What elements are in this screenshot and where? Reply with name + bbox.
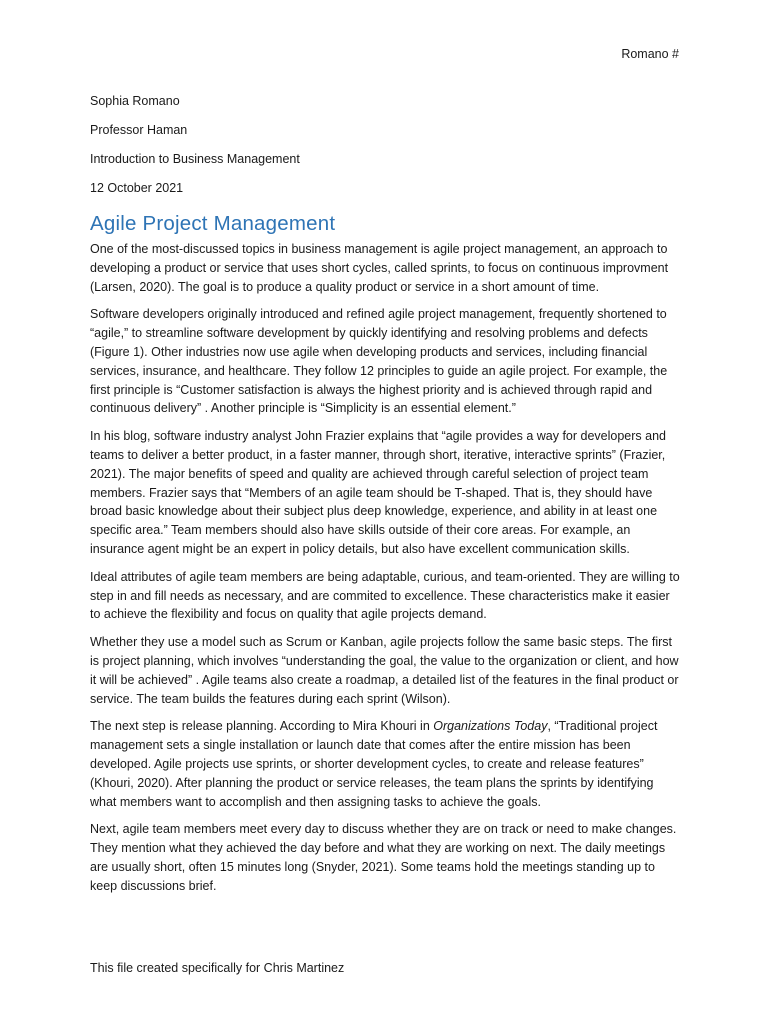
heading-block (90, 93, 300, 209)
document-body (90, 240, 682, 905)
professor-name: Professor Haman (90, 123, 188, 137)
running-head: Romano # (621, 47, 679, 61)
paragraph-frazier: In his blog, software industry analyst John Frazier explains that “agile provides a way for developers and teams to deliver a better product, in a faster manner, through short, iterative, interactive sprints” (Frazier, 2021). The major benefits of speed and quality are achieved through careful selection of project team members. Frazier says that “Members of an agile team should be T-shaped. That is, they should have broad basic knowledge about their subject plus deep knowledge, experience, and ability in at least one specific area.” Team members should also have skills outside of their core areas. For example, an insurance agent might be an expert in policy details, but also have excellent communication skills. (90, 429, 666, 556)
document-title: Agile Project Management (90, 212, 336, 235)
course-name: Introduction to Business Management (90, 152, 300, 166)
document-date: 12 October 2021 (90, 181, 184, 195)
paragraph-release-planning (90, 717, 682, 811)
paragraph-attributes: Ideal attributes of agile team members are being adaptable, curious, and team-oriented. They are willing to step in and fill needs as necessary, and are commited to excellence. These characteristics make it easier to achieve the flexibility and focus on quality that agile projects demand. (90, 569, 680, 622)
paragraph-origins: Software developers originally introduced and refined agile project management, frequently shortened to “agile,” to streamline software development by quickly identifying and resolving problems and defects (Figure 1). Other industries now use agile when developing products and services, including financial services, insurance, and healthcare. They follow 12 principles to guide an agile project. For example, the first principle is “Customer satisfaction is always the highest priority and is achieved through rapid and continuous delivery” . Another principle is “Simplicity is an essential element.” (90, 307, 668, 416)
footer-note: This file created specifically for Chris Martinez (90, 961, 345, 975)
paragraph-project-planning: Whether they use a model such as Scrum or Kanban, agile projects follow the same basic steps. The first is project planning, which involves “understanding the goal, the value to the organization or client, and how it will be achieved” . Agile teams also create a roadmap, a detailed list of the features in the final product or service. The team builds the features during each sprint (Wilson). (90, 635, 679, 706)
paragraph-release-planning-rest: , “Traditional project management sets a single installation or launch date that comes after the entire mission has been developed. Agile projects use sprints, or shorter development cycles, to create and release features” (Khouri, 2020). After planning the product or service releases, the team plans the sprints by identifying what members want to accomplish and then assigning tasks to achieve the goals. (90, 719, 658, 809)
publication-title: Organizations Today (433, 719, 548, 734)
paragraph-release-planning-start: The next step is release planning. According to Mira Khouri in (90, 719, 434, 734)
author-name: Sophia Romano (90, 94, 180, 108)
paragraph-daily-meetings: Next, agile team members meet every day to discuss whether they are on track or need to make changes. They mention what they achieved the day before and what they are working on next. The daily meetings are usually short, often 15 minutes long (Snyder, 2021). Some teams hold the meetings standing up to keep discussions brief. (90, 822, 677, 893)
paragraph-intro: One of the most-discussed topics in business management is agile project management, an approach to developing a product or service that uses short cycles, called sprints, to focus on continuous improvment (Larsen, 2020). The goal is to produce a quality product or service in a short amount of time. (90, 242, 669, 294)
